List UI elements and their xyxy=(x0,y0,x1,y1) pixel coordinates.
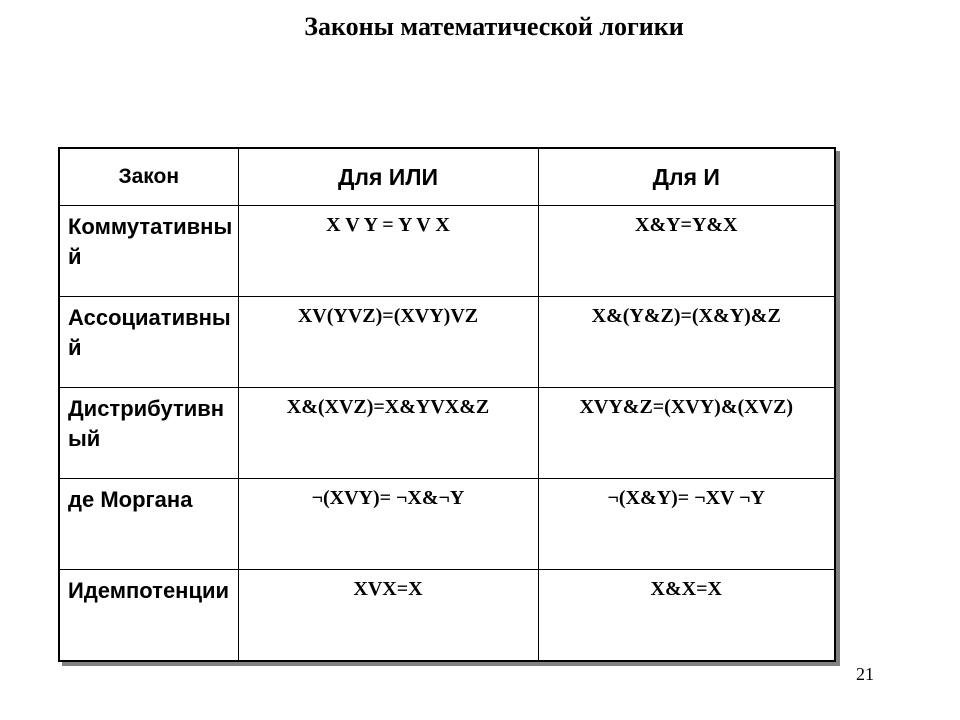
or-formula: X V Y = Y V X xyxy=(238,206,538,297)
table-row xyxy=(59,206,835,297)
law-name: де Моргана xyxy=(59,479,238,570)
or-formula: ¬(XVY)= ¬X&¬Y xyxy=(238,479,538,570)
and-formula: X&Y=Y&X xyxy=(538,206,835,297)
law-name: Идемпотенции xyxy=(59,570,238,662)
header-law: Закон xyxy=(59,148,238,206)
and-formula: ¬(X&Y)= ¬XV ¬Y xyxy=(538,479,835,570)
table-header-row xyxy=(59,148,835,206)
law-name: Коммутативный xyxy=(59,206,238,297)
header-or: Для ИЛИ xyxy=(238,148,538,206)
or-formula: X&(XVZ)=X&YVX&Z xyxy=(238,388,538,479)
header-and: Для И xyxy=(538,148,835,206)
law-name: Ассоциативный xyxy=(59,297,238,388)
slide-title: Законы математической логики xyxy=(304,12,684,41)
table-row xyxy=(59,479,835,570)
law-name: Дистрибутивный xyxy=(59,388,238,479)
table-row xyxy=(59,388,835,479)
page-number: 21 xyxy=(856,664,874,684)
table-row xyxy=(59,570,835,662)
table-row xyxy=(59,297,835,388)
and-formula: XVY&Z=(XVY)&(XVZ) xyxy=(538,388,835,479)
or-formula: XVX=X xyxy=(238,570,538,662)
or-formula: XV(YVZ)=(XVY)VZ xyxy=(238,297,538,388)
and-formula: X&(Y&Z)=(X&Y)&Z xyxy=(538,297,835,388)
laws-table xyxy=(58,147,836,662)
and-formula: X&X=X xyxy=(538,570,835,662)
